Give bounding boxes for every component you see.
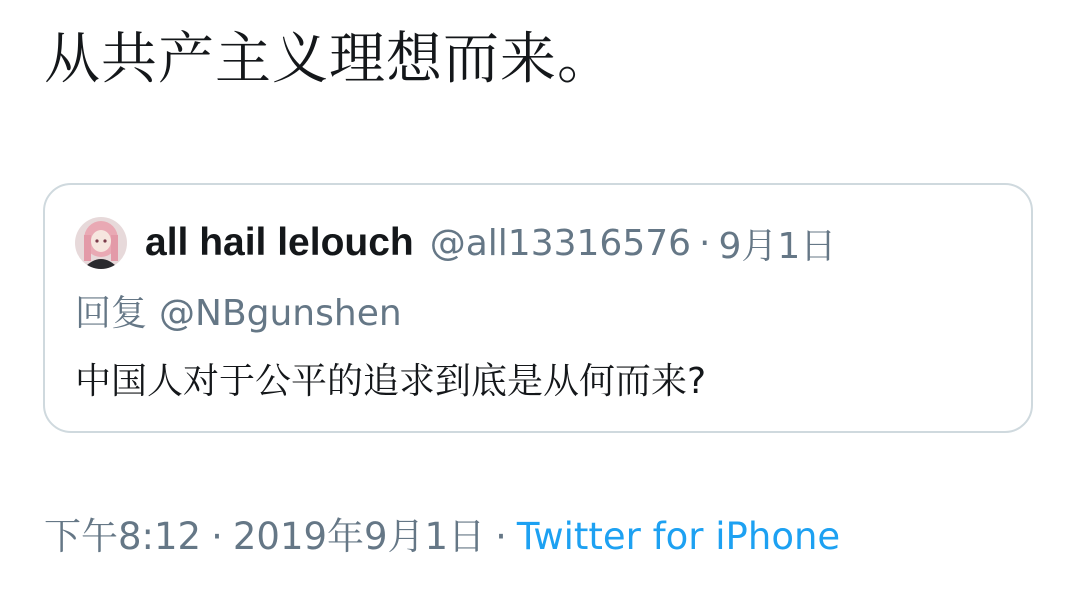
avatar[interactable] xyxy=(75,217,127,269)
meta-separator: · xyxy=(211,515,223,558)
tweet-source-link[interactable]: Twitter for iPhone xyxy=(516,515,841,558)
quoted-tweet-header xyxy=(75,217,836,269)
meta-separator: · xyxy=(495,515,507,558)
quoted-tweet-card[interactable] xyxy=(43,183,1033,433)
tweet-text: 从共产主义理想而来。 xyxy=(44,27,614,92)
quoted-author-handle[interactable]: @all13316576 xyxy=(429,222,692,264)
quoted-tweet-date[interactable]: 9月1日 xyxy=(718,225,837,267)
reply-mention[interactable]: @NBgunshen xyxy=(159,293,402,334)
tweet-time[interactable]: 下午8:12 xyxy=(44,515,202,558)
header-separator: · xyxy=(699,222,711,264)
reply-context xyxy=(75,285,402,336)
tweet-date[interactable]: 2019年9月1日 xyxy=(232,515,486,558)
quoted-author-name[interactable]: all hail lelouch xyxy=(145,221,414,264)
tweet-meta xyxy=(44,506,840,560)
reply-label: 回复 xyxy=(75,293,148,334)
quoted-tweet-text: 中国人对于公平的追求到底是从何而来? xyxy=(75,361,707,402)
